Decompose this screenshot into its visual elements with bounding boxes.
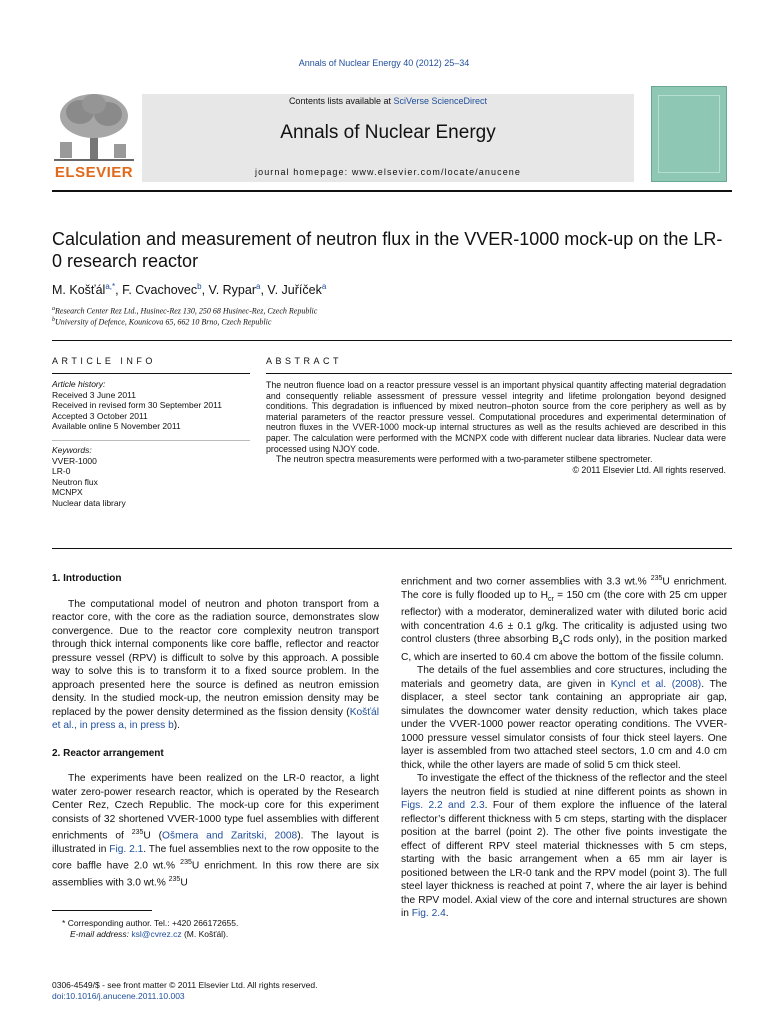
abstract-body <box>266 380 726 475</box>
reactor-text: U ( <box>143 830 163 842</box>
article-title: Calculation and measurement of neutron flux in the VVER-1000 mock-up on the LR-0 research reactor <box>52 229 723 271</box>
figure-link[interactable]: Figs. 2.2 and 2.3 <box>401 800 485 812</box>
journal-cover-image <box>651 86 727 182</box>
isotope-mark: 235 <box>168 876 181 884</box>
author-name: M. Košťál <box>52 283 106 298</box>
abstract-rule <box>266 373 732 374</box>
journal-title: Annals of Nuclear Energy <box>280 122 496 143</box>
reactor-text: ). The layout is illustrated in <box>52 830 379 855</box>
author-name: F. Cvachovec <box>122 283 198 298</box>
intro-paragraph <box>52 598 379 733</box>
body-text: enrichment and two corner assemblies with 3.3 wt.% <box>401 576 651 588</box>
right-paragraph <box>401 664 727 772</box>
body-text: = 150 cm (the core with 25 cm upper reflector) with a moderator, demineralized water with diluted boric acid with concentration 4.6 ± 0.1 g/kg. The criticality is adjusted using two control clusters (three absorbing B <box>401 589 727 646</box>
footnote-text: Corresponding author. Tel.: +420 266172655. <box>67 918 239 928</box>
history-item: Accepted 3 October 2011 <box>52 410 148 421</box>
body-text: . Four of them explore the influence of the lateral reflector’s different thickness with 5 cm steps, starting with the displacer position at the barrel (point 2). The other five points investigate the effect of different RPV steel material thicknesses with 5 cm steps, starting with the basic arrangement when a 65 mm air layer is positioned between the LR-0 tank and the RPV model (point 3). The full steel layer thickness is reached at point 7, where the air layer is behind the RPV model. Axial view of the core and internal structures are shown in <box>401 800 728 920</box>
info-rule <box>52 373 250 374</box>
section-heading-reactor: 2. Reactor arrangement <box>52 747 164 759</box>
history-item: Received in revised form 30 September 2011 <box>52 400 222 411</box>
doi-link[interactable]: doi:10.1016/j.anucene.2011.10.003 <box>52 991 185 1001</box>
footnote-rule <box>52 910 152 911</box>
keyword: VVER-1000 <box>52 455 97 466</box>
intro-text: The computational model of neutron and photon transport from a reactor core, with the core as the radiation source, demonstrates slow convergence. Due to the reactor core complexity neutron transport through thick internal components like core baffle, reflector and reactor pressure vessel (RPV) is difficult to solve by this approach. A possible way to solve this is to transform it to a fixed source problem. In the approach presented here the source is defined as neutron emission density. In the studied mock-up, the neutron emission density may be replaced by the power density determined as the fission density ( <box>52 598 379 718</box>
journal-homepage[interactable]: journal homepage: www.elsevier.com/locate/anucene <box>254 167 522 177</box>
sciencedirect-link[interactable]: SciVerse ScienceDirect <box>393 96 488 106</box>
elsevier-tree-icon <box>54 90 134 162</box>
email-label: E-mail address: <box>70 929 132 939</box>
reactor-text: U <box>180 877 188 889</box>
cover-inner-frame <box>658 95 720 173</box>
body-text: U enrichment. The core is fully flooded up to H <box>401 576 728 601</box>
affiliation-a <box>52 306 317 316</box>
keyword: Neutron flux <box>52 476 98 487</box>
header-rule <box>52 190 732 192</box>
right-paragraph <box>401 772 727 921</box>
history-item: Received 3 June 2011 <box>52 389 136 400</box>
subscript: cr <box>547 595 554 603</box>
author-affil-mark[interactable]: b <box>197 282 202 291</box>
author-name: V. Rypar <box>208 283 256 298</box>
contents-line <box>142 96 634 106</box>
affiliation-b <box>52 317 271 327</box>
abstract-paragraph: The neutron spectra measurements were performed with a two-parameter stilbene spectrometer. <box>276 454 653 465</box>
reactor-text: U enrichment. In this row there are six assemblies with 3.0 wt.% <box>52 860 379 889</box>
subscript: 4 <box>558 640 563 648</box>
email-link[interactable]: ksl@cvrez.cz <box>131 929 182 939</box>
info-divider <box>52 440 250 441</box>
reactor-paragraph <box>52 772 379 890</box>
body-text: C rods only), in the position marked C, which are inserted to 60.4 cm above the bottom of the fissile column. <box>401 634 727 663</box>
abstract-paragraph: The neutron fluence load on a reactor pressure vessel is an important physical quantity affecting material degradation and consequently reliable assessment of pressure vessel integrity and lifetime prolongation beyond designed conditions. This degradation is influenced by mixed neutron–photon source from the core periphery as well as by material parameters of the reactor pressure vessel. Computational procedures and experimental determination of neutron fluxes in the VVER-1000 mock-up internal structures as well as the results achieved are described in this paper. The calculation were performed with the MCNPX code with different nuclear data libraries. Nuclear data were processed using NJOY code. <box>266 380 726 454</box>
email-name: (M. Košťál). <box>181 929 229 939</box>
section-heading-introduction: 1. Introduction <box>52 573 122 584</box>
isotope-mark: 235 <box>650 575 663 582</box>
affiliation-text: Research Center Rez Ltd., Husinec-Rez 130, 250 68 Husinec-Rez, Czech Republic <box>55 306 318 316</box>
journal-reference[interactable]: Annals of Nuclear Energy 40 (2012) 25–34 <box>298 58 470 68</box>
contents-prefix: Contents lists available at <box>288 96 394 106</box>
email-line <box>52 929 372 940</box>
reactor-text: . The fuel assemblies next to the row opposite to the core baffle have 2.0 wt.% <box>52 843 379 872</box>
right-column <box>401 572 727 921</box>
affiliation-rule <box>52 340 732 341</box>
elsevier-wordmark: ELSEVIER <box>54 164 134 181</box>
author-name: V. Juříček <box>267 283 322 298</box>
affiliation-text: University of Defence, Kounicova 65, 662 10 Brno, Czech Republic <box>55 317 272 327</box>
issn-line: 0306-4549/$ - see front matter © 2011 Elsevier Ltd. All rights reserved. <box>52 980 318 990</box>
author-list: M. Košťál$^{a,*}$, F. Cvachovec$^b$, V. Rypar$^a$, V. Juříček$^a$ <box>52 282 327 298</box>
article-info <box>52 379 250 529</box>
keyword: MCNPX <box>52 487 83 498</box>
author-affil-mark[interactable]: a,* <box>105 282 116 291</box>
affiliation-mark: b <box>52 317 55 323</box>
abstract-heading: ABSTRACT <box>266 356 343 366</box>
intro-text: ). <box>173 720 180 731</box>
body-text: . <box>445 908 449 920</box>
right-paragraph <box>401 572 727 664</box>
isotope-mark: 235 <box>180 859 192 867</box>
abstract-copyright: © 2011 Elsevier Ltd. All rights reserved. <box>572 464 726 475</box>
footnote-mark: * <box>62 918 66 928</box>
footnote <box>52 918 372 940</box>
keyword: Nuclear data library <box>52 497 126 508</box>
figure-link[interactable]: Fig. 2.1 <box>109 843 144 855</box>
corresponding-author <box>52 918 372 929</box>
keywords-label: Keywords: <box>52 444 92 455</box>
citation-link[interactable]: Ošmera and Zaritski, 2008 <box>162 830 298 842</box>
elsevier-logo <box>52 88 136 184</box>
body-text: To investigate the effect of the thickness of the reflector and the steel layers the neutron field is studied at nine different points as shown in <box>401 773 727 798</box>
citation-link[interactable]: Košťál et al., in press a, in press b <box>52 706 379 731</box>
bottom-info <box>52 980 372 1002</box>
isotope-mark: 235 <box>131 829 144 836</box>
author-affil-mark[interactable]: a <box>256 282 261 291</box>
history-item: Available online 5 November 2011 <box>52 421 181 432</box>
affiliation-mark: a <box>52 306 55 312</box>
citation-link[interactable]: Kyncl et al. (2008) <box>610 678 702 690</box>
left-column <box>52 572 379 890</box>
keyword: LR-0 <box>52 466 71 477</box>
article-info-heading: ARTICLE INFO <box>52 356 156 366</box>
body-text: . The displacer, a steel sector tank containing an appropriate air gap, simulates the downcomer water density reduction, which takes place under the VVER-1000 power reactor operating conditions. The VVER-1000 pressure vessel simulator consists of four thick steel layers. One layer is assembled from two attached steel sectors, 1.0 cm and 4.0 cm thick, while the other layers are made of solid 5 cm thick steel. <box>401 678 727 771</box>
body-text: The details of the fuel assemblies and core structures, including the materials and geometry data, are given in <box>401 665 727 690</box>
abstract-bottom-rule <box>52 548 732 549</box>
figure-link[interactable]: Fig. 2.4 <box>411 908 446 920</box>
author-affil-mark[interactable]: a <box>321 282 327 291</box>
reactor-text: The experiments have been realized on the LR-0 reactor, a light water zero-power research reactor, which is operated by the Research Center Rez, Czech Republic. The mock-up core for this experiment consists of 32 shortened VVER-1000 type fuel assemblies with different enrichments of <box>52 773 379 842</box>
history-label: Article history: <box>52 379 106 389</box>
